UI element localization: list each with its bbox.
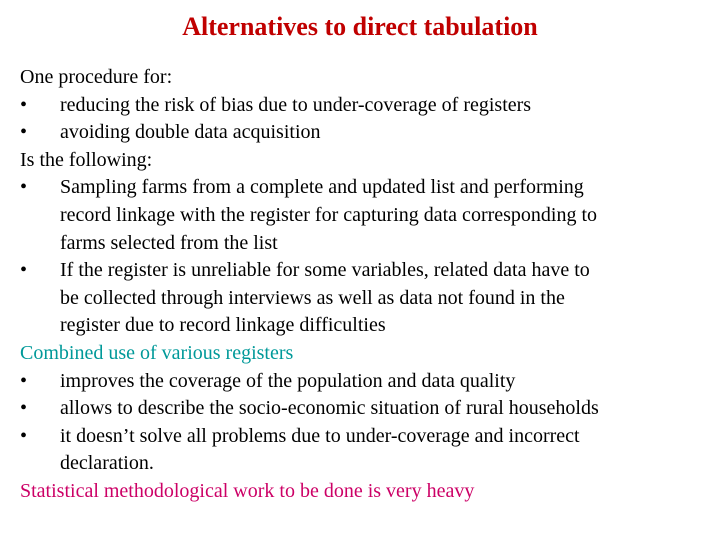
section-1-heading: One procedure for: — [20, 66, 173, 88]
bullet-text-line: improves the coverage of the population and data quality — [60, 369, 516, 392]
bullet-text: reducing the risk of bias due to under-coverage of registers — [60, 93, 532, 116]
bullet-text-line: farms selected from the list — [60, 231, 278, 254]
section-2-heading: Is the following: — [20, 148, 153, 171]
bullet-text-line: be collected through interviews as well as data not found in the — [60, 286, 565, 309]
bullet-icon: • — [20, 176, 28, 199]
bullet-text-line: If the register is unreliable for some variables, related data have to — [60, 259, 590, 282]
bullet-text-line: record linkage with the register for capturing data corresponding to — [60, 203, 598, 226]
list-item — [20, 368, 710, 396]
list-item — [20, 92, 710, 120]
bullet-icon: • — [20, 93, 28, 116]
bullet-icon: • — [20, 121, 28, 144]
bullet-text: avoiding double data acquisition — [60, 121, 321, 144]
list-item — [20, 395, 710, 423]
list-item — [20, 174, 710, 257]
list-item — [20, 257, 710, 340]
bullet-text-line: allows to describe the socio-economic situation of rural households — [60, 397, 599, 420]
closing-statement: Statistical methodological work to be done is very heavy — [20, 479, 475, 502]
bullet-text-line: it doesn’t solve all problems due to under-coverage and incorrect — [60, 424, 580, 447]
list-item — [20, 423, 710, 478]
bullet-icon: • — [20, 397, 28, 420]
bullet-icon: • — [20, 369, 28, 392]
section-3-heading: Combined use of various registers — [20, 341, 294, 364]
slide-title: Alternatives to direct tabulation — [182, 12, 538, 41]
list-item — [20, 119, 710, 147]
bullet-icon: • — [20, 259, 28, 282]
bullet-text-line: Sampling farms from a complete and updated list and performing — [60, 176, 584, 199]
bullet-icon: • — [20, 424, 28, 447]
bullet-text-line: declaration. — [60, 452, 154, 475]
slide-body — [20, 64, 710, 506]
bullet-text-line: register due to record linkage difficulties — [60, 314, 386, 337]
